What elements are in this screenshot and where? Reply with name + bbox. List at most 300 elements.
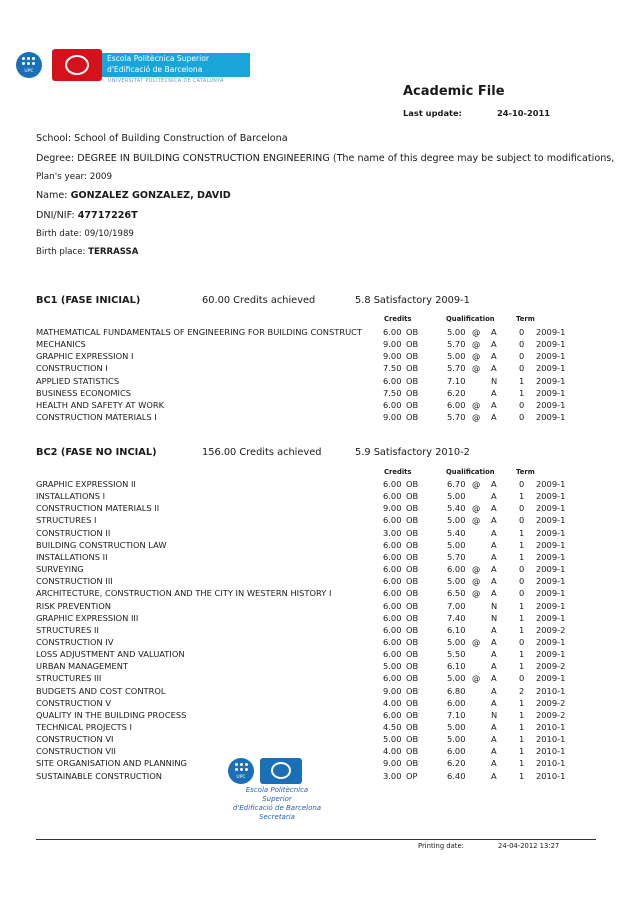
course-tn: 1 [519, 649, 525, 660]
course-qt: A [491, 770, 497, 781]
course-qt: A [491, 412, 497, 423]
section-bc2-grade: 5.9 Satisfactory 2010-2 [355, 447, 470, 458]
course-row [0, 327, 638, 339]
course-qt: A [491, 551, 497, 562]
course-q: 6.40 [447, 770, 466, 781]
course-subject: URBAN MANAGEMENT [36, 661, 128, 672]
course-credits: 6.00 [383, 649, 402, 660]
course-type: OB [406, 527, 419, 538]
upc-circle-icon: UPC [16, 52, 42, 78]
course-type: OB [406, 387, 419, 398]
course-credits: 6.00 [383, 624, 402, 635]
course-tp: 2009-1 [536, 576, 566, 587]
section-bc1-credits: 60.00 Credits achieved [202, 295, 316, 306]
document-title: Academic File [403, 84, 505, 99]
course-at: @ [472, 351, 481, 362]
course-row [0, 601, 638, 613]
course-row [0, 722, 638, 734]
course-tn: 0 [519, 412, 525, 423]
course-subject: CONSTRUCTION II [36, 527, 111, 538]
course-subject: STRUCTURES III [36, 673, 102, 684]
course-row [0, 734, 638, 746]
course-qt: A [491, 539, 497, 550]
course-type: OB [406, 551, 419, 562]
course-at: @ [472, 479, 481, 489]
school-banner [102, 53, 250, 77]
course-credits: 6.00 [383, 375, 402, 386]
course-credits: 6.00 [383, 709, 402, 720]
student-name-line [36, 190, 231, 201]
course-row [0, 698, 638, 710]
course-credits: 4.00 [383, 697, 402, 708]
dni-label: DNI/NIF: [36, 210, 75, 221]
course-type: OB [406, 576, 419, 587]
course-credits: 6.00 [383, 588, 402, 599]
course-tp: 2010-1 [536, 734, 566, 745]
course-row [0, 491, 638, 503]
course-credits: 6.00 [383, 673, 402, 684]
course-type: OB [406, 412, 419, 423]
course-qt: A [491, 685, 497, 696]
course-tp: 2009-1 [536, 539, 566, 550]
course-qt: N [491, 612, 498, 623]
course-credits: 6.00 [383, 612, 402, 623]
course-credits: 7.50 [383, 363, 402, 374]
course-credits: 6.00 [383, 479, 402, 489]
course-credits: 9.00 [383, 412, 402, 423]
course-row [0, 339, 638, 351]
course-credits: 9.00 [383, 685, 402, 696]
birth-date-line: Birth date: 09/10/1989 [36, 229, 134, 239]
course-credits: 7.50 [383, 387, 402, 398]
section-bc1-title: BC1 (FASE INICIAL) [36, 295, 141, 306]
course-subject: GRAPHIC EXPRESSION II [36, 479, 136, 489]
printing-date-label: Printing date: [418, 842, 464, 850]
course-tp: 2009-1 [536, 527, 566, 538]
course-credits: 6.00 [383, 576, 402, 587]
course-tn: 0 [519, 327, 525, 337]
course-tp: 2009-2 [536, 661, 566, 672]
course-tn: 0 [519, 351, 525, 362]
course-tp: 2009-1 [536, 412, 566, 423]
course-subject: APPLIED STATISTICS [36, 375, 120, 386]
course-qt: A [491, 722, 497, 732]
col-head-term: Term [516, 315, 535, 323]
course-q: 6.00 [447, 697, 466, 708]
course-credits: 6.00 [383, 600, 402, 611]
course-tn: 1 [519, 527, 525, 538]
course-row [0, 564, 638, 576]
course-q: 5.00 [447, 327, 466, 337]
course-credits: 6.00 [383, 491, 402, 502]
course-credits: 6.00 [383, 515, 402, 526]
course-row [0, 588, 638, 600]
course-tn: 0 [519, 479, 525, 489]
course-subject: CONSTRUCTION MATERIALS I [36, 412, 157, 423]
course-tn: 0 [519, 576, 525, 587]
course-at: @ [472, 576, 481, 587]
plan-year-line: Plan's year: 2009 [36, 172, 113, 182]
course-credits: 3.00 [383, 770, 402, 781]
course-tn: 1 [519, 612, 525, 623]
course-tp: 2010-1 [536, 722, 566, 732]
course-tp: 2010-1 [536, 685, 566, 696]
course-credits: 6.00 [383, 636, 402, 647]
course-type: OB [406, 351, 419, 362]
course-credits: 5.00 [383, 734, 402, 745]
course-tp: 2009-2 [536, 624, 566, 635]
course-at: @ [472, 588, 481, 599]
course-tp: 2010-1 [536, 770, 566, 781]
course-tp: 2009-1 [536, 327, 566, 337]
footer-divider [36, 839, 596, 840]
course-at: @ [472, 503, 481, 514]
course-qt: A [491, 673, 497, 684]
course-subject: CONSTRUCTION IV [36, 636, 114, 647]
course-tn: 1 [519, 709, 525, 720]
course-credits: 6.00 [383, 551, 402, 562]
course-credits: 4.00 [383, 746, 402, 757]
course-row [0, 479, 638, 491]
course-qt: A [491, 339, 497, 350]
course-q: 7.40 [447, 612, 466, 623]
course-tp: 2009-1 [536, 636, 566, 647]
course-q: 5.00 [447, 515, 466, 526]
course-at: @ [472, 327, 481, 337]
course-q: 5.40 [447, 503, 466, 514]
section-bc2-credits: 156.00 Credits achieved [202, 447, 322, 458]
course-subject: BUSINESS ECONOMICS [36, 387, 132, 398]
course-row [0, 661, 638, 673]
course-row [0, 649, 638, 661]
course-row [0, 576, 638, 588]
course-tp: 2009-1 [536, 491, 566, 502]
course-q: 6.80 [447, 685, 466, 696]
course-qt: A [491, 351, 497, 362]
course-type: OB [406, 722, 419, 732]
course-row [0, 376, 638, 388]
course-type: OB [406, 685, 419, 696]
course-tn: 1 [519, 624, 525, 635]
course-tp: 2009-1 [536, 551, 566, 562]
course-subject: SUSTAINABLE CONSTRUCTION [36, 770, 162, 781]
course-qt: A [491, 649, 497, 660]
course-tp: 2010-1 [536, 758, 566, 769]
course-qt: A [491, 624, 497, 635]
course-credits: 9.00 [383, 758, 402, 769]
course-credits: 3.00 [383, 527, 402, 538]
course-tp: 2009-1 [536, 351, 566, 362]
course-tp: 2009-1 [536, 363, 566, 374]
course-q: 6.00 [447, 399, 466, 410]
course-tp: 2009-1 [536, 399, 566, 410]
course-q: 6.70 [447, 479, 466, 489]
course-subject: MECHANICS [36, 339, 86, 350]
course-at: @ [472, 339, 481, 350]
course-q: 5.70 [447, 339, 466, 350]
course-subject: GRAPHIC EXPRESSION III [36, 612, 139, 623]
course-q: 5.00 [447, 734, 466, 745]
course-row [0, 673, 638, 685]
course-tp: 2010-1 [536, 746, 566, 757]
course-row [0, 400, 638, 412]
course-credits: 4.50 [383, 722, 402, 732]
course-tn: 1 [519, 746, 525, 757]
course-subject: STRUCTURES II [36, 624, 99, 635]
course-q: 6.00 [447, 564, 466, 575]
last-update-label: Last update: [403, 108, 462, 118]
course-tn: 1 [519, 600, 525, 611]
col-head-qualification: Qualification [446, 315, 495, 323]
course-qt: A [491, 503, 497, 514]
course-q: 5.00 [447, 673, 466, 684]
course-tn: 0 [519, 673, 525, 684]
col-head-term-2: Term [516, 468, 535, 476]
course-tn: 1 [519, 551, 525, 562]
course-type: OB [406, 746, 419, 757]
course-qt: N [491, 375, 498, 386]
course-tn: 1 [519, 770, 525, 781]
school-name-line1: Escola Politècnica Superior [107, 54, 210, 63]
course-tn: 1 [519, 375, 525, 386]
course-q: 5.00 [447, 636, 466, 647]
course-row [0, 540, 638, 552]
course-qt: A [491, 734, 497, 745]
course-subject: MATHEMATICAL FUNDAMENTALS OF ENGINEERING FOR BUILDING CONSTRUCT [36, 327, 363, 337]
course-subject: TECHNICAL PROJECTS I [36, 722, 132, 732]
university-name: UNIVERSITAT POLITÈCNICA DE CATALUNYA [108, 79, 224, 84]
course-subject: CONSTRUCTION VI [36, 734, 114, 745]
course-tp: 2009-1 [536, 339, 566, 350]
course-tp: 2009-1 [536, 600, 566, 611]
dni-value: 47717226T [77, 210, 138, 221]
course-tp: 2009-1 [536, 503, 566, 514]
course-type: OB [406, 734, 419, 745]
course-q: 5.70 [447, 551, 466, 562]
course-tn: 1 [519, 539, 525, 550]
course-type: OB [406, 539, 419, 550]
course-row [0, 613, 638, 625]
course-row [0, 552, 638, 564]
course-subject: BUDGETS AND COST CONTROL [36, 685, 166, 696]
course-q: 6.00 [447, 746, 466, 757]
course-q: 5.70 [447, 363, 466, 374]
degree-line: Degree: DEGREE IN BUILDING CONSTRUCTION ENGINEERING (The name of this degree may be subject to modifications, [36, 153, 615, 164]
course-qt: A [491, 564, 497, 575]
course-subject: ARCHITECTURE, CONSTRUCTION AND THE CITY IN WESTERN HISTORY I [36, 588, 332, 599]
course-tn: 1 [519, 387, 525, 398]
course-q: 6.20 [447, 387, 466, 398]
course-type: OB [406, 515, 419, 526]
course-tn: 1 [519, 734, 525, 745]
course-q: 7.00 [447, 600, 466, 611]
course-row [0, 528, 638, 540]
section-bc2-title: BC2 (FASE NO INCIAL) [36, 447, 157, 458]
course-tn: 0 [519, 503, 525, 514]
course-tn: 1 [519, 722, 525, 732]
course-type: OB [406, 363, 419, 374]
course-qt: A [491, 527, 497, 538]
course-type: OB [406, 649, 419, 660]
course-q: 6.10 [447, 661, 466, 672]
birth-place-line [36, 247, 138, 257]
course-at: @ [472, 673, 481, 684]
course-type: OB [406, 564, 419, 575]
course-q: 5.40 [447, 527, 466, 538]
course-qt: A [491, 327, 497, 337]
course-qt: A [491, 636, 497, 647]
course-q: 5.00 [447, 576, 466, 587]
course-tn: 0 [519, 399, 525, 410]
course-q: 5.00 [447, 722, 466, 732]
course-q: 5.00 [447, 351, 466, 362]
course-subject: LOSS ADJUSTMENT AND VALUATION [36, 649, 185, 660]
course-type: OB [406, 758, 419, 769]
course-tn: 0 [519, 636, 525, 647]
course-tp: 2009-1 [536, 612, 566, 623]
course-at: @ [472, 363, 481, 374]
course-type: OB [406, 600, 419, 611]
course-subject: BUILDING CONSTRUCTION LAW [36, 539, 167, 550]
course-tn: 1 [519, 697, 525, 708]
course-type: OB [406, 339, 419, 350]
course-credits: 6.00 [383, 564, 402, 575]
course-at: @ [472, 412, 481, 423]
course-subject: CONSTRUCTION V [36, 697, 112, 708]
course-subject: CONSTRUCTION III [36, 576, 113, 587]
course-qt: A [491, 399, 497, 410]
school-emblem-icon [52, 49, 102, 81]
course-at: @ [472, 515, 481, 526]
course-credits: 6.00 [383, 539, 402, 550]
course-tp: 2009-1 [536, 479, 566, 489]
stamp-text: Escola Politècnica Superior d'Edificació de Barcelona Secretaria [232, 786, 322, 821]
course-qt: A [491, 746, 497, 757]
course-qt: A [491, 697, 497, 708]
col-head-credits: Credits [384, 315, 412, 323]
course-qt: A [491, 576, 497, 587]
stamp-emblem-icon [260, 758, 302, 784]
course-tn: 1 [519, 491, 525, 502]
course-row [0, 686, 638, 698]
course-type: OB [406, 636, 419, 647]
course-subject: INSTALLATIONS I [36, 491, 106, 502]
course-subject: GRAPHIC EXPRESSION I [36, 351, 134, 362]
course-row [0, 625, 638, 637]
course-tn: 0 [519, 564, 525, 575]
printing-date-value: 24-04-2012 13:27 [498, 842, 560, 850]
course-at: @ [472, 636, 481, 647]
course-credits: 9.00 [383, 339, 402, 350]
course-q: 6.20 [447, 758, 466, 769]
school-secretary-stamp [228, 758, 322, 821]
course-type: OB [406, 709, 419, 720]
course-tp: 2009-2 [536, 697, 566, 708]
course-row [0, 503, 638, 515]
course-credits: 9.00 [383, 503, 402, 514]
course-tp: 2009-1 [536, 649, 566, 660]
course-tn: 0 [519, 515, 525, 526]
course-q: 5.50 [447, 649, 466, 660]
course-q: 7.10 [447, 375, 466, 386]
course-type: OB [406, 624, 419, 635]
col-head-credits-2: Credits [384, 468, 412, 476]
course-type: OB [406, 327, 419, 337]
course-credits: 5.00 [383, 661, 402, 672]
stamp-upc-icon: UPC [228, 758, 254, 784]
course-at: @ [472, 564, 481, 575]
course-type: OB [406, 375, 419, 386]
course-row [0, 388, 638, 400]
course-type: OB [406, 503, 419, 514]
course-at: @ [472, 399, 481, 410]
course-tn: 1 [519, 758, 525, 769]
course-subject: INSTALLATIONS II [36, 551, 108, 562]
course-credits: 6.00 [383, 399, 402, 410]
course-subject: CONSTRUCTION MATERIALS II [36, 503, 160, 514]
course-type: OB [406, 697, 419, 708]
course-credits: 6.00 [383, 327, 402, 337]
course-credits: 9.00 [383, 351, 402, 362]
course-subject: CONSTRUCTION I [36, 363, 108, 374]
course-q: 6.50 [447, 588, 466, 599]
course-qt: A [491, 661, 497, 672]
course-row [0, 746, 638, 758]
course-tn: 1 [519, 661, 525, 672]
school-line: School: School of Building Construction of Barcelona [36, 133, 288, 144]
course-row [0, 412, 638, 424]
section-bc1-grade: 5.8 Satisfactory 2009-1 [355, 295, 470, 306]
course-qt: A [491, 588, 497, 599]
course-qt: A [491, 758, 497, 769]
birth-place-label: Birth place: [36, 247, 86, 257]
course-qt: A [491, 479, 497, 489]
course-row [0, 758, 638, 770]
course-subject: RISK PREVENTION [36, 600, 111, 611]
birth-place-value: TERRASSA [88, 247, 139, 257]
course-tn: 0 [519, 363, 525, 374]
course-type: OB [406, 491, 419, 502]
course-type: OB [406, 673, 419, 684]
course-qt: A [491, 363, 497, 374]
course-tp: 2009-1 [536, 387, 566, 398]
course-tn: 0 [519, 588, 525, 599]
course-type: OB [406, 661, 419, 672]
course-q: 5.00 [447, 539, 466, 550]
name-label: Name: [36, 190, 68, 201]
course-type: OP [406, 770, 418, 781]
course-tp: 2009-1 [536, 588, 566, 599]
course-q: 7.10 [447, 709, 466, 720]
course-qt: A [491, 387, 497, 398]
course-row [0, 637, 638, 649]
school-name-line2: d'Edificació de Barcelona [107, 65, 203, 74]
course-qt: A [491, 515, 497, 526]
course-tn: 0 [519, 339, 525, 350]
course-tp: 2009-1 [536, 564, 566, 575]
course-row [0, 351, 638, 363]
course-tp: 2009-1 [536, 515, 566, 526]
course-row [0, 710, 638, 722]
course-qt: N [491, 600, 498, 611]
course-subject: QUALITY IN THE BUILDING PROCESS [36, 709, 187, 720]
course-type: OB [406, 612, 419, 623]
course-q: 5.70 [447, 412, 466, 423]
course-type: OB [406, 399, 419, 410]
course-row [0, 363, 638, 375]
course-tp: 2009-1 [536, 673, 566, 684]
course-subject: STRUCTURES I [36, 515, 97, 526]
